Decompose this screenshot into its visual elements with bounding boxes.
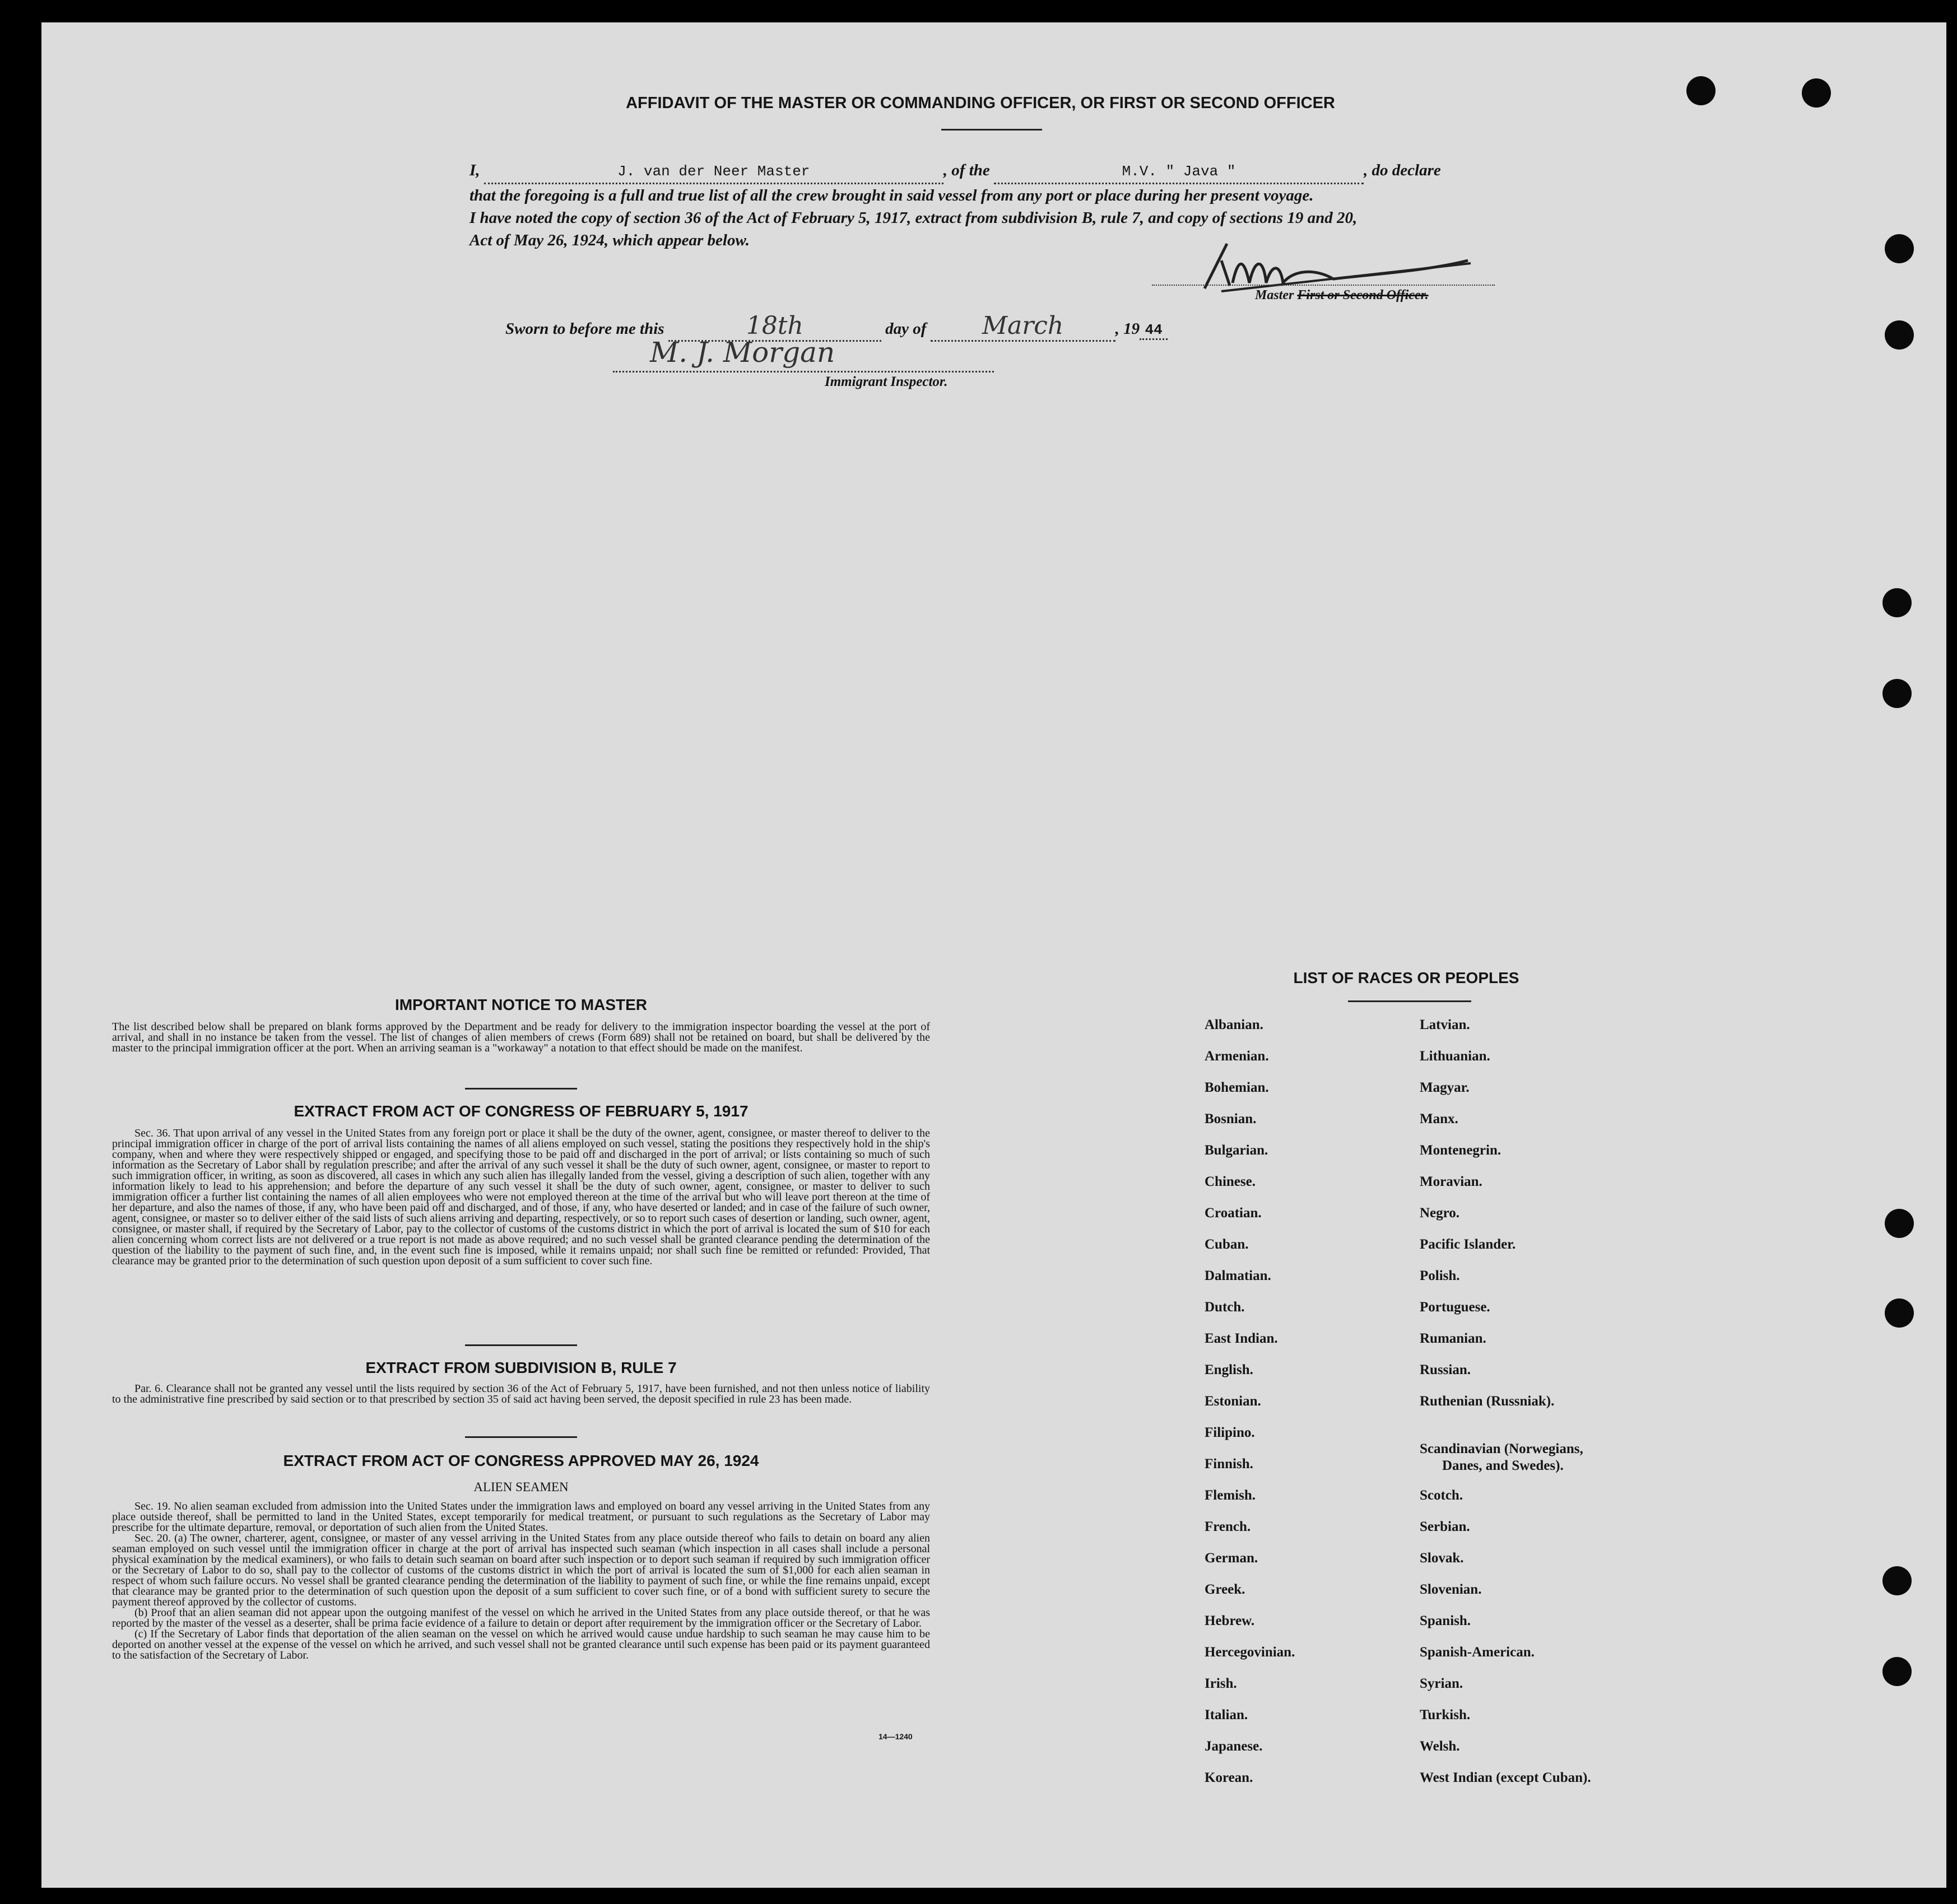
vessel-name-field: M.V. " Java " — [994, 160, 1364, 184]
master-caption: Master First or Second Officer. — [1255, 288, 1429, 302]
race-item: Greek. — [1205, 1582, 1245, 1597]
inspector-caption: Immigrant Inspector. — [825, 374, 948, 389]
race-item: Russian. — [1420, 1362, 1471, 1377]
sec-20c: (c) If the Secretary of Labor finds that deportation of the alien seaman on the vessel on which he arrived would cause undue hardship to such seaman he may cause him to be deported on another vessel at the expense of the vessel on which he arrived, and such vessel shall not be granted clearance until such expense has been paid or its payment guaranteed to the satisfaction of the Secretary of Labor. — [112, 1628, 930, 1661]
race-item: Slovak. — [1420, 1551, 1464, 1566]
race-item: Ruthenian (Russniak). — [1420, 1394, 1555, 1409]
section-divider — [465, 1436, 577, 1438]
extract-1924-body — [112, 1501, 930, 1661]
races-divider — [1348, 1000, 1471, 1002]
punch-hole — [1885, 1298, 1914, 1328]
race-item: Irish. — [1205, 1676, 1237, 1691]
race-item: Manx. — [1420, 1111, 1458, 1126]
race-item: French. — [1205, 1519, 1251, 1534]
notice-title: IMPORTANT NOTICE TO MASTER — [394, 996, 648, 1013]
punch-hole — [1885, 320, 1914, 350]
race-item: Spanish-American. — [1420, 1645, 1535, 1660]
race-item: Spanish. — [1420, 1613, 1471, 1628]
punch-hole — [1885, 234, 1914, 263]
race-item: Dalmatian. — [1205, 1268, 1271, 1283]
race-item: Croatian. — [1205, 1205, 1262, 1221]
race-item: Moravian. — [1420, 1174, 1482, 1189]
race-item: Serbian. — [1420, 1519, 1470, 1534]
races-right-column — [1420, 1017, 1591, 1801]
sec-20b: (b) Proof that an alien seaman did not appear upon the outgoing manifest of the vessel on which he arrived in the United States from any place outside thereof, or that he was reported by the master of the vessel as a deserter, shall be prima facie evidence of a failure to detain or deport after requirement by the immigration officer or the Secretary of Labor. — [112, 1607, 930, 1630]
sec-20a: Sec. 20. (a) The owner, charterer, agent, consignee, or master of any vessel arriving in the United States from any place outside thereof who fails to detain on board any alien seaman employed on such vessel until the immigration officer in charge at the port of arrival has inspected such seaman (which inspection in all cases shall include a personal physical examination by the medical examiners), or who fails to detain such seaman on board after such inspection or to deport such seaman if required by such immigration officer or the Secretary of Labor to do so, shall pay to the collector of customs of the customs district in which the port of arrival is located the sum of $1,000 for each alien seaman in respect of whom such failure occurs. No vessel shall be granted clearance pending the determination of the liability to payment of such fine, or while the fine remains unpaid, except that clearance may be granted prior to the determination of such question upon the deposit of a sum sufficient to cover such fine, or of a bond with sufficient surety to secure the payment thereof approved by the collector of customs. — [112, 1532, 930, 1608]
race-item: Hercegovinian. — [1205, 1645, 1295, 1660]
punch-hole — [1882, 588, 1912, 617]
race-item: German. — [1205, 1551, 1258, 1566]
punch-hole — [1885, 1209, 1914, 1238]
extract-1924-subtitle: ALIEN SEAMEN — [473, 1480, 569, 1494]
inspector-signature: M. J. Morgan — [650, 336, 835, 369]
race-item: Korean. — [1205, 1770, 1253, 1785]
race-item: Turkish. — [1420, 1707, 1471, 1723]
race-item: Slovenian. — [1420, 1582, 1482, 1597]
section-divider — [465, 1088, 577, 1090]
race-item-scandinavian: Scandinavian (Norwegians, Danes, and Swedes). — [1420, 1441, 1583, 1473]
extract-1924-title: EXTRACT FROM ACT OF CONGRESS APPROVED MAY 26, 1924 — [283, 1452, 759, 1469]
form-number: 14—1240 — [878, 1732, 913, 1741]
extract-1917-body: Sec. 36. That upon arrival of any vessel in the United States from any foreign port or place it shall be the duty of the owner, agent, consignee, or master thereof to deliver to the principal immigration officer in charge of the port of arrival lists containing the names of all aliens employed on such vessel, stating the positions they respectively hold in the ship's company, when and where they were respectively shipped or engaged, and specifying those to be paid off and discharged in the port of arrival; or lists containing so much of such information as the Secretary of Labor shall by regulation prescribe; and after the arrival of any such vessel it shall be the duty of such owner, agent, consignee, or master to report to such immigration officer, in writing, as soon as discovered, all cases in which any such alien has illegally landed from the vessel, giving a description of such alien, together with any information likely to lead to his apprehension; and before the departure of any such vessel it shall be the duty of such owner, agent, consignee, or master to deliver to such immigration officer a further list containing the names of all alien employees who were not employed thereon at the time of the arrival but who will leave port thereon at the time of her departure, and also the names of those, if any, who have been paid off and discharged, and of those, if any, who have deserted or landed; and in case of the failure of such owner, agent, consignee, or master so to deliver either of the said lists of such aliens arriving and departing, respectively, or so to report such cases of desertion or landing, such owner, agent, consignee, or master shall, if required by the Secretary of Labor, pay to the collector of customs of the customs district in which the port of arrival is located the sum of $10 for each alien concerning whom correct lists are not delivered or a true report is not made as above required; and no such vessel shall be granted clearance pending the determination of the question of the liability to the payment of such fine, and, in the event such fine is imposed, while it remains unpaid; nor shall such fine be remitted or refunded: Provided, That clearance may be granted prior to the determination of such question upon deposit of a sum sufficient to cover such fine. — [112, 1127, 930, 1267]
race-item: Magyar. — [1420, 1080, 1470, 1095]
race-item: Dutch. — [1205, 1300, 1245, 1315]
race-item: English. — [1205, 1362, 1253, 1377]
race-item: Bulgarian. — [1205, 1143, 1268, 1158]
race-item: Negro. — [1420, 1205, 1460, 1221]
race-item: Welsh. — [1420, 1739, 1460, 1754]
race-item: Flemish. — [1205, 1488, 1256, 1503]
race-item: Japanese. — [1205, 1739, 1263, 1754]
affidavit-line-3: I have noted the copy of section 36 of the Act of February 5, 1917, extract from subdivision B, rule 7, and copy of sections 19 and 20, — [470, 209, 1358, 227]
race-item: Rumanian. — [1420, 1331, 1486, 1346]
race-item: East Indian. — [1205, 1331, 1278, 1346]
race-item: Lithuanian. — [1420, 1049, 1490, 1064]
races-left-column — [1205, 1017, 1295, 1801]
extract-rule7-title: EXTRACT FROM SUBDIVISION B, RULE 7 — [365, 1359, 677, 1376]
extract-1917-title: EXTRACT FROM ACT OF CONGRESS OF FEBRUARY 5, 1917 — [294, 1102, 749, 1120]
race-item: Syrian. — [1420, 1676, 1463, 1691]
race-item: Portuguese. — [1420, 1300, 1490, 1315]
race-item: Filipino. — [1205, 1425, 1255, 1440]
sec-19: Sec. 19. No alien seaman excluded from admission into the United States under the immigration laws and employed on board any vessel arriving in the United States from any place outside thereof, shall be permitted to land in the United States, except temporarily for medical treatment, or pursuant to such regulations as the Secretary of Labor may prescribe for the ultimate departure, removal, or deportation of such alien from the United States. — [112, 1500, 930, 1534]
master-name-field: J. van der Neer Master — [484, 160, 943, 184]
master-signature-line — [1152, 285, 1495, 287]
punch-hole — [1882, 1657, 1912, 1686]
race-item: Hebrew. — [1205, 1613, 1255, 1628]
race-item: Armenian. — [1205, 1049, 1269, 1064]
inspector-signature-line — [613, 371, 994, 373]
race-item: Pacific Islander. — [1420, 1237, 1516, 1252]
races-title: LIST OF RACES OR PEOPLES — [1293, 969, 1519, 986]
section-divider — [465, 1344, 577, 1346]
struck-caption: First or Second Officer. — [1297, 288, 1429, 302]
affidavit-line-4: Act of May 26, 1924, which appear below. — [470, 231, 750, 249]
notice-body: The list described below shall be prepared on blank forms approved by the Department and be ready for delivery to the immigration inspector boarding the vessel at the port of arrival, and shall in no instance be taken from the vessel. The list of changes of alien members of crews (Form 689) shall not be retained on board, but shall be delivered by the master to the principal immigration officer at the port. When an arriving seaman is a "workaway" a notation to that effect should be made on the manifest. — [112, 1021, 930, 1054]
extract-rule7-body: Par. 6. Clearance shall not be granted any vessel until the lists required by section 36 of the Act of February 5, 1917, have been furnished, and not then unless notice of liability to the administrative fine prescribed by said section or to that prescribed by section 35 of said act having been served, the deposit specified in rule 23 has been made. — [112, 1382, 930, 1405]
affidavit-line-1: I, J. van der Neer Master , of the M.V. " Java " , do declare — [470, 159, 1523, 184]
sworn-month-field: March — [931, 311, 1115, 342]
race-item: Bohemian. — [1205, 1080, 1269, 1095]
race-item: Finnish. — [1205, 1456, 1253, 1472]
title-divider — [941, 129, 1042, 131]
race-item: Estonian. — [1205, 1394, 1261, 1409]
affidavit-line-2: that the foregoing is a full and true list of all the crew brought in said vessel from any port or place during her present voyage. — [470, 187, 1314, 204]
sworn-day-field: 18th — [668, 311, 881, 342]
race-item: Italian. — [1205, 1707, 1248, 1723]
sworn-line: Sworn to before me this 18th day of March , 19 44 — [505, 311, 1168, 342]
affidavit-title: AFFIDAVIT OF THE MASTER OR COMMANDING OFFICER, OR FIRST OR SECOND OFFICER — [626, 94, 1335, 112]
race-item: Latvian. — [1420, 1017, 1470, 1032]
punch-hole — [1686, 76, 1716, 105]
race-item: Scotch. — [1420, 1488, 1463, 1503]
race-item: West Indian (except Cuban). — [1420, 1770, 1591, 1785]
race-item: Albanian. — [1205, 1017, 1263, 1032]
punch-hole — [1882, 679, 1912, 708]
race-item: Bosnian. — [1205, 1111, 1257, 1126]
sworn-year-field: 44 — [1140, 322, 1168, 340]
race-item: Chinese. — [1205, 1174, 1256, 1189]
punch-hole — [1882, 1566, 1912, 1595]
punch-hole — [1802, 78, 1831, 108]
race-item: Cuban. — [1205, 1237, 1249, 1252]
race-item: Montenegrin. — [1420, 1143, 1502, 1158]
race-item: Polish. — [1420, 1268, 1460, 1283]
